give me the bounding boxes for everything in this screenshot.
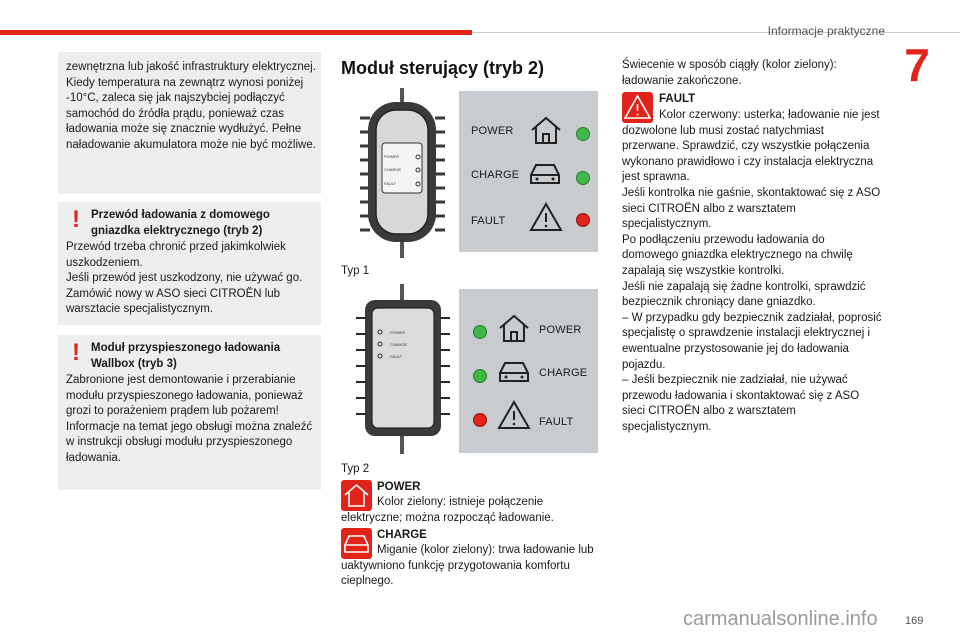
power-title: POWER (377, 481, 421, 493)
charge-description: Miganie (kolor zielony): trwa ładowanie lub uaktywniono funkcję przygotowania komfortu cieplnego. (341, 544, 594, 588)
svg-text:POWER: POWER (384, 154, 400, 159)
car-icon (496, 359, 532, 385)
power-led-green (576, 127, 590, 141)
header-divider (472, 32, 960, 33)
svg-text:FAULT: FAULT (384, 181, 397, 186)
warning-title: Przewód ładowania z domowego gniazdka elektrycznego (tryb 2) (91, 209, 270, 237)
exclamation-icon: ! (72, 339, 80, 366)
charge-label: CHARGE (539, 367, 588, 379)
warning-triangle-icon (497, 399, 531, 431)
power-description: Kolor zielony: istnieje połączenie elektryczne; można rozpocząć ładowanie. (341, 496, 554, 524)
warning-triangle-icon (529, 201, 563, 233)
info-box-temperature (58, 52, 321, 194)
fault-led-red (576, 213, 590, 227)
charging-module-icon (350, 284, 455, 454)
header-red-bar (0, 30, 472, 35)
fault-led-red (473, 413, 487, 427)
charge-title: CHARGE (377, 529, 427, 541)
indicator-panel-type2 (459, 289, 598, 453)
chapter-number: 7 (904, 39, 930, 91)
charge-led-green (576, 171, 590, 185)
fault-label: FAULT (539, 416, 574, 428)
warning-body: Przewód trzeba chronić przed jakimkolwiek uszkodzeniem. Jeśli przewód jest uszkodzony, nie używać go. Zamówić nowy w ASO sieci CITROËN lub warsztacie specjalistycznym. (66, 241, 303, 316)
power-label: POWER (471, 125, 514, 137)
warning-box-wallbox (58, 335, 321, 490)
watermark: carmanualsonline.info (683, 608, 878, 630)
fault-title: FAULT (659, 93, 696, 105)
svg-text:FAULT: FAULT (390, 354, 403, 359)
figure-caption: Typ 2 (341, 463, 370, 475)
warning-body: Zabronione jest demontowanie i przerabianie modułu przyspieszonego ładowania, ponieważ grozi to porażeniem prądem lub pożarem! Informacje na temat jego obsługi można znaleźć w instrukcji obsługi modułu przyspieszonego ładowania. (66, 374, 313, 464)
info-box-text: zewnętrzna lub jakość infrastruktury elektrycznej. Kiedy temperatura na zewnątrz wynosi poniżej -10°C, zaleca się jak najszybciej podłączyć samochód do źródła prądu, ponieważ czas ładowania może się znacznie wydłużyć. Pełne naładowanie akumulatora może nie być możliwe. (66, 61, 316, 151)
car-icon (527, 161, 563, 187)
fault-description: Kolor czerwony: usterka; ładowanie nie jest dozwolone lub musi zostać natychmiast przerwane. Sprawdzić, czy wszystkie połączenia wykonano prawidłowo i czy instalacja elektryczna jest sprawna. Jeśli kontrolka nie gaśnie, skontaktować się z ASO sieci CITROËN albo z warsztatem specjalistycznym. Po podłączeniu przewodu ładowania do domowego gniazdka elektrycznego na chwilę zapalają się wszystkie kontrolki. Jeśli nie zapalają się żadne kontrolki, sprawdzić bezpiecznik chroniący dane gniazdko. – W przypadku gdy bezpiecznik zadziałał, poprosić specjalistę o sprawdzenie instalacji elektrycznej i ewentualne przystosowanie jej do ładowania pojazdu. – Jeśli bezpiecznik nie zadziałał, nie używać przewodu ładowania i skontaktować się z ASO sieci CITROËN albo z warsztatem specjalistycznym. (622, 109, 882, 433)
indicator-panel-type1 (459, 91, 598, 252)
exclamation-icon: ! (72, 206, 80, 233)
section-heading: Moduł sterujący (tryb 2) (341, 58, 545, 78)
charge-steady-text: Świecenie w sposób ciągły (kolor zielony): ładowanie zakończone. (622, 59, 837, 87)
charge-led-green (473, 369, 487, 383)
power-label: POWER (539, 324, 582, 336)
warning-title: Moduł przyspieszonego ładowania Wallbox (tryb 3) (91, 342, 281, 370)
svg-text:POWER: POWER (390, 330, 406, 335)
svg-text:CHARGE: CHARGE (384, 167, 402, 172)
fault-label: FAULT (471, 215, 506, 227)
house-icon (497, 313, 531, 343)
charging-module-icon (350, 88, 455, 258)
figure-caption: Typ 1 (341, 265, 370, 277)
house-icon (529, 115, 563, 145)
page-number: 169 (905, 615, 924, 627)
section-title: Informacje praktyczne (767, 24, 885, 38)
charge-label: CHARGE (471, 169, 520, 181)
warning-box-home-cable (58, 202, 321, 325)
svg-text:CHARGE: CHARGE (390, 342, 408, 347)
power-led-green (473, 325, 487, 339)
